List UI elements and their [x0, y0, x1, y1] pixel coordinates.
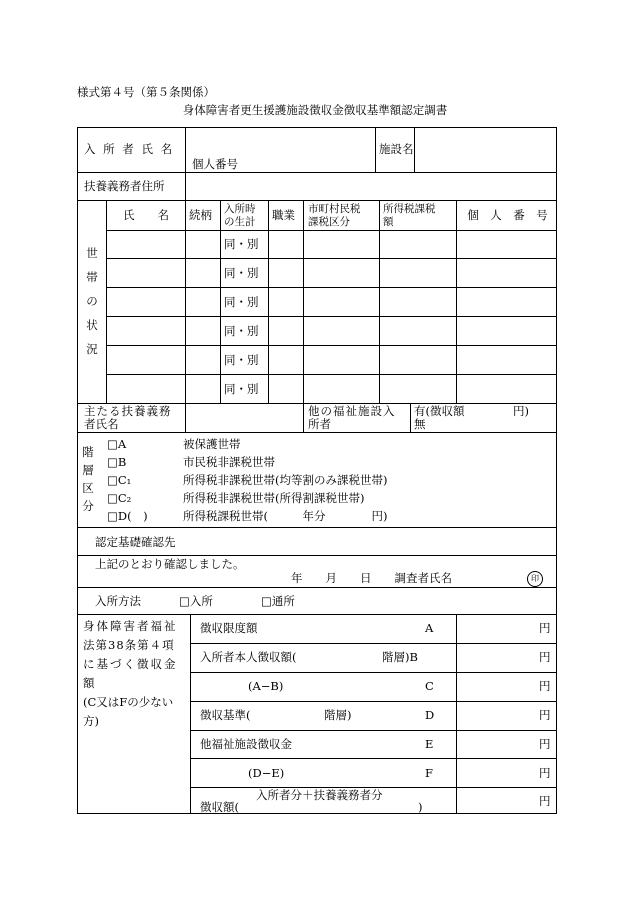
amount-row-a-code: A: [425, 621, 434, 635]
class-a-code[interactable]: □A: [107, 437, 127, 451]
class-b-code[interactable]: □B: [107, 455, 127, 469]
class-c1-desc: 所得税非課税世帯(均等割のみ課税世帯): [183, 473, 388, 487]
document-title: 身体障害者更生援護施設徴収金徴収基準額認定調書: [182, 103, 448, 117]
personal-number-label: 個人番号: [192, 157, 238, 171]
amount-row-a-unit: 円: [539, 621, 551, 635]
confirm-statement: 上記のとおり確認しました。: [95, 557, 245, 571]
basis-label: 認定基礎確認先: [95, 535, 176, 549]
household-side-label: 世 帯 の 状 況: [86, 246, 98, 356]
living-status-row-2: 同・別: [224, 266, 259, 280]
living-status-row-3: 同・別: [224, 295, 259, 309]
amount-row-c-unit: 円: [539, 679, 551, 693]
col-income-2: 額: [383, 216, 394, 228]
col-living-2: の生計: [224, 216, 256, 228]
living-status-row-1: 同・別: [224, 237, 259, 251]
amount-row-d-label: 徴収基準(: [200, 708, 251, 722]
col-personal-number: 個 人 番 号: [467, 208, 548, 222]
class-b-desc: 市民税非課税世帯: [183, 455, 275, 469]
other-facility-label-2: 所者: [308, 417, 331, 431]
amount-row-b-mid: 階層)B: [382, 650, 418, 664]
class-d-code[interactable]: □D( ): [107, 509, 148, 523]
class-c1-code[interactable]: □C₁: [107, 473, 132, 487]
col-name: 氏 名: [123, 208, 169, 222]
amount-row-e-code: E: [425, 737, 434, 751]
class-c2-desc: 所得税非課税世帯(所得割課税世帯): [183, 491, 365, 505]
main-supporter-label-1: 主たる扶養義務: [84, 404, 172, 418]
class-c2-code[interactable]: □C₂: [107, 491, 132, 505]
option-no: 無: [414, 417, 426, 431]
amount-row-d-code: D: [425, 708, 435, 722]
option-yes-unit: 円): [513, 404, 529, 418]
class-d-desc: 所得税課税世帯( 年分 円): [183, 509, 388, 523]
living-status-row-6: 同・別: [224, 382, 259, 396]
amount-row-a-label: 徴収限度額: [200, 621, 258, 635]
amount-row-f-label: (D−E): [248, 766, 285, 780]
amount-row-f-unit: 円: [539, 766, 551, 780]
col-muni-2: 課税区分: [308, 216, 350, 228]
amount-row-c-code: C: [425, 679, 434, 693]
confirm-date-line: 年 月 日 調査者氏名: [291, 571, 452, 585]
amount-total-unit: 円: [539, 794, 551, 808]
col-muni-1: 市町村民税: [308, 203, 361, 215]
amount-row-b-unit: 円: [539, 650, 551, 664]
class-a-desc: 被保護世帯: [183, 437, 241, 451]
amount-row-f-code: F: [425, 766, 433, 780]
resident-name-label: 入 所 者 氏 名: [84, 142, 175, 156]
amount-row-e-label: 他福祉施設徴収金: [200, 737, 292, 751]
amount-total-label: 入所者分＋扶養義務者分: [256, 788, 383, 802]
amount-row-b-label: 入所者本人徴収額(: [200, 650, 297, 664]
living-status-row-4: 同・別: [224, 324, 259, 338]
living-status-row-5: 同・別: [224, 353, 259, 367]
supporter-address-label: 扶養義務者住所: [84, 179, 165, 193]
amount-total-close: ): [418, 800, 423, 814]
entry-method-label: 入所方法: [95, 594, 141, 608]
class-side-label: 階 層 区 分: [82, 445, 94, 513]
amount-row-d-mid: 階層): [324, 708, 352, 722]
amount-side-label: 身体障害者福祉 法第38条第４項 に基づく徴収金 額 (C又はFの少ない 方): [83, 619, 178, 728]
option-yes: 有(徴収額: [414, 404, 465, 418]
entry-commute-option[interactable]: □通所: [261, 594, 295, 608]
entry-admit-option[interactable]: □入所: [179, 594, 213, 608]
facility-name-label: 施設名: [379, 142, 414, 156]
col-living-1: 入所時: [224, 203, 256, 215]
col-job: 職業: [272, 208, 295, 222]
col-income-1: 所得税課税: [383, 203, 436, 215]
other-facility-label-1: 他の福祉施設入: [308, 404, 396, 418]
amount-total-mid: 徴収額(: [200, 800, 239, 814]
form-number: 様式第４号（第５条関係）: [77, 85, 215, 99]
amount-row-d-unit: 円: [539, 708, 551, 722]
amount-row-c-label: (A−B): [248, 679, 284, 693]
main-supporter-label-2: 者氏名: [84, 417, 119, 431]
col-relation: 続柄: [189, 208, 212, 222]
amount-row-e-unit: 円: [539, 737, 551, 751]
seal-icon: 印: [527, 571, 543, 587]
